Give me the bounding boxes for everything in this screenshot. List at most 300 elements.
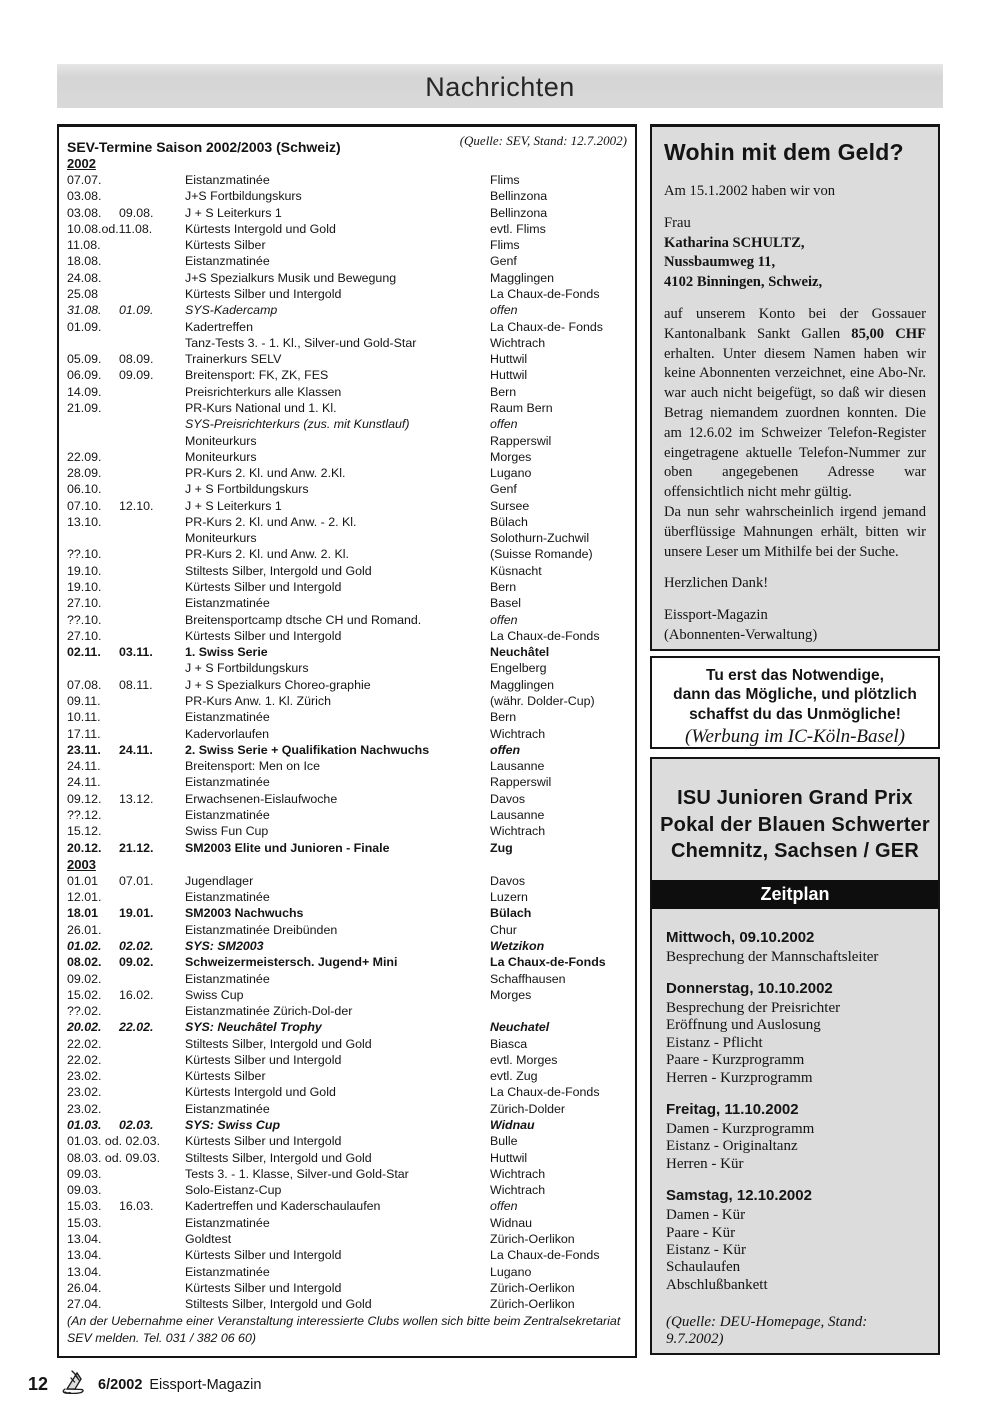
- event-location: La Chaux-de-Fonds: [490, 628, 600, 643]
- event-name: SYS: SM2003: [185, 938, 264, 953]
- event-name: Kadervorlaufen: [185, 726, 270, 741]
- date-to: [119, 1215, 185, 1231]
- event-location: (Suisse Romande): [490, 547, 593, 562]
- date-to: [119, 971, 185, 987]
- page-number: 12: [28, 1374, 49, 1394]
- event-name: Jugendlager: [185, 873, 254, 888]
- event-name: Eistanzmatinée: [185, 807, 270, 822]
- date-to: [119, 481, 185, 497]
- event-name: Kürtests Silber und Intergold: [185, 1134, 342, 1149]
- date-to: [119, 1264, 185, 1280]
- table-row: [67, 742, 627, 758]
- event-location: Lausanne: [490, 807, 545, 822]
- event-location: [490, 1003, 627, 1019]
- schedule-source: (Quelle: SEV, Stand: 12.7.2002): [459, 133, 627, 148]
- date-from: 13.04.: [67, 1248, 102, 1263]
- event-location: La Chaux-de-Fonds: [490, 1248, 600, 1263]
- date-from: 22.02.: [67, 1052, 102, 1067]
- zeitplan-day-header: Donnerstag, 10.10.2002: [666, 979, 833, 997]
- zeitplan-day: [666, 1187, 924, 1294]
- date-from: 17.11.: [67, 726, 101, 741]
- table-row: [67, 465, 627, 481]
- zeitplan-day-item: Abschlußbankett: [666, 1276, 768, 1293]
- geld-paragraph: auf unserem Konto bei der Gossauer Kantonalbank Sankt Gallen 85,00 CHF erhalten. Unter diesem Namen haben wir keine Abonnenten verzeichnet, eine Abo-Nr. war auch nicht beigefügt, so daß wir diesen Betrag niemandem zuordnen konnten. Die am 12.6.02 im Schweizer Telefon-Register eingetragene aktuelle Telefon-Nummer zur oben angegebenen Adresse war offensichtlich nicht mehr gültig.: [664, 305, 926, 501]
- date-from: 18.08.: [67, 254, 102, 269]
- date-to: [119, 416, 185, 432]
- event-location: Chur: [490, 922, 517, 937]
- isu-box: [650, 757, 940, 1355]
- geld-paragraph: Am 15.1.2002 haben wir von: [664, 183, 836, 199]
- date-to: 09.09.: [119, 368, 154, 383]
- table-row: [67, 302, 627, 318]
- geld-paragraph: Nussbaumweg 11,: [664, 254, 776, 271]
- event-name: PR-Kurs 2. Kl. und Anw. 2.Kl.: [185, 466, 346, 481]
- table-row: [67, 791, 627, 807]
- date-to: 03.11.: [119, 645, 153, 660]
- table-row: [67, 873, 627, 889]
- event-location: Bellinzona: [490, 189, 548, 204]
- date-to: [119, 221, 185, 237]
- table-row: [67, 253, 627, 269]
- date-from: 27.10.: [67, 596, 102, 611]
- event-location: evtl. Zug: [490, 1069, 538, 1084]
- event-name: SYS: Neuchâtel Trophy: [185, 1020, 322, 1035]
- date-to: [119, 237, 185, 253]
- date-from: 06.09.: [67, 368, 102, 383]
- date-to: 13.12.: [119, 791, 154, 806]
- geld-paragraph: 4102 Binningen, Schweiz,: [664, 274, 823, 291]
- event-location: Bern: [490, 384, 517, 399]
- table-row: [67, 1133, 627, 1149]
- date-from: [67, 660, 119, 676]
- date-from: 03.08.: [67, 189, 102, 204]
- table-row: [67, 546, 627, 562]
- event-location: Lausanne: [490, 759, 545, 774]
- date-to: [119, 563, 185, 579]
- event-location: Zürich-Oerlikon: [490, 1232, 575, 1246]
- table-row: [67, 1296, 627, 1312]
- event-name: Eistanzmatinée: [185, 254, 270, 269]
- event-location: evtl. Morges: [490, 1052, 558, 1067]
- event-name: Kadertreffen und Kaderschaulaufen: [185, 1199, 381, 1214]
- geld-box-title: Wohin mit dem Geld?: [664, 139, 904, 165]
- event-location: Zürich-Dolder: [490, 1101, 566, 1116]
- zeitplan-day: [666, 929, 924, 966]
- table-row: [67, 1052, 627, 1068]
- event-location: Raum Bern: [490, 400, 553, 415]
- event-name: Eistanzmatinée: [185, 775, 270, 790]
- event-name: SYS: Swiss Cup: [185, 1118, 281, 1133]
- table-row: [67, 774, 627, 790]
- geld-paragraph: Katharina SCHULTZ,: [664, 234, 805, 251]
- table-row: [67, 726, 627, 742]
- zeitplan-day-item: Paare - Kür: [666, 1224, 736, 1241]
- quote-line: Tu erst das Notwendige,: [706, 667, 884, 684]
- table-row: [67, 628, 627, 644]
- event-location: offen: [490, 612, 518, 627]
- date-to: [119, 693, 185, 709]
- table-row: [67, 1101, 627, 1117]
- date-from: 27.04.: [67, 1297, 102, 1312]
- date-to: [119, 726, 185, 742]
- date-from: 07.10.: [67, 498, 102, 513]
- event-location: offen: [490, 417, 518, 432]
- event-name: Eistanzmatinée: [185, 971, 270, 986]
- date-from: 01.03.: [67, 1118, 102, 1133]
- table-row: [67, 1198, 627, 1214]
- table-row: [67, 481, 627, 497]
- schedule-footnote: (An der Uebernahme einer Veranstaltung interessierte Clubs wollen sich bitte beim Zentralsekretariat SEV melden. Tel. 031 / 382 06 60): [67, 1314, 621, 1345]
- zeitplan-day-item: Besprechung der Mannschaftsleiter: [666, 948, 879, 965]
- table-row: [67, 530, 627, 546]
- event-name: Stiltests Silber, Intergold und Gold: [185, 1150, 372, 1165]
- date-from: 24.11.: [67, 775, 101, 790]
- event-name: Breitensport: FK, ZK, FES: [185, 368, 329, 383]
- date-from: 19.10.: [67, 580, 102, 595]
- event-name: Goldtest: [185, 1232, 232, 1246]
- event-location: Luzern: [490, 890, 528, 905]
- event-name: SYS-Kadercamp: [185, 303, 278, 318]
- event-name: 2. Swiss Serie + Qualifikation Nachwuchs: [185, 742, 430, 757]
- date-from: 02.11.: [67, 645, 101, 660]
- event-location: Rapperswil: [490, 433, 552, 448]
- magazine-name: Eissport-Magazin: [149, 1376, 262, 1393]
- date-to: [119, 433, 185, 449]
- table-row: [67, 1264, 627, 1280]
- event-name: J + S Fortbildungskurs: [185, 482, 309, 497]
- date-from: 09.03.: [67, 1183, 102, 1198]
- event-location: Bellinzona: [490, 205, 548, 220]
- table-row: [67, 1068, 627, 1084]
- event-location: Huttwil: [490, 1150, 528, 1165]
- table-row: [67, 579, 627, 595]
- event-location: La Chaux-de- Fonds: [490, 319, 603, 334]
- date-to: [119, 807, 185, 823]
- event-location: Magglingen: [490, 677, 555, 692]
- zeitplan-day-item: Eistanz - Pflicht: [666, 1034, 763, 1051]
- date-to: [119, 530, 185, 546]
- date-to: 02.03.: [119, 1118, 154, 1133]
- zeitplan-day-header: Samstag, 12.10.2002: [666, 1187, 812, 1205]
- date-from: [67, 335, 119, 351]
- table-row: [67, 758, 627, 774]
- date-to: [119, 889, 185, 905]
- date-to: 16.03.: [119, 1199, 154, 1214]
- table-row: [67, 367, 627, 383]
- table-row: [67, 563, 627, 579]
- table-row: [67, 1231, 627, 1247]
- event-location: Bülach: [490, 514, 528, 529]
- table-row: [67, 351, 627, 367]
- date-to: [119, 922, 185, 938]
- geld-paragraph: Frau: [664, 214, 691, 231]
- event-name: 1. Swiss Serie: [185, 645, 268, 660]
- event-location: Morges: [490, 449, 532, 464]
- date-to: [119, 335, 185, 351]
- event-name: Eistanzmatinée: [185, 596, 270, 611]
- table-row: [67, 840, 627, 856]
- date-to: [119, 774, 185, 790]
- date-from: 15.03.: [67, 1199, 102, 1214]
- table-row: [67, 400, 627, 416]
- event-location: Flims: [490, 238, 520, 253]
- schedule-panel-header: [67, 132, 627, 155]
- table-row: [67, 1280, 627, 1296]
- event-name: Kürtests Silber und Intergold: [185, 1052, 342, 1067]
- event-location: Morges: [490, 987, 532, 1002]
- event-name: Eistanzmatinée: [185, 710, 270, 725]
- table-row: [67, 270, 627, 286]
- event-name: Eistanzmatinée: [185, 1264, 270, 1279]
- date-to: [119, 546, 185, 562]
- event-location: Solothurn-Zuchwil: [490, 531, 590, 546]
- event-name: J + S Leiterkurs 1: [185, 498, 282, 513]
- event-name: Tests 3. - 1. Klasse, Silver-und Gold-Star: [185, 1166, 409, 1181]
- event-name: J + S Spezialkurs Choreo-graphie: [185, 677, 371, 692]
- event-name: Swiss Fun Cup: [185, 824, 269, 839]
- date-from: ??.02.: [67, 1004, 102, 1019]
- date-to: 24.11.: [119, 742, 153, 757]
- event-location: Biasca: [490, 1036, 528, 1051]
- isu-title-line: ISU Junioren Grand Prix: [677, 787, 913, 809]
- event-location: Lugano: [490, 466, 532, 481]
- table-row: [67, 807, 627, 823]
- table-row: [67, 1117, 627, 1133]
- date-from: 09.12.: [67, 791, 102, 806]
- date-to: [119, 1068, 185, 1084]
- table-row: [67, 954, 627, 970]
- date-from: 28.09.: [67, 466, 102, 481]
- table-row: [67, 221, 627, 237]
- date-from: 08.02.: [67, 955, 102, 970]
- event-name: Breitensportcamp dtsche CH und Romand.: [185, 612, 422, 627]
- issue-number: 6/2002: [98, 1376, 143, 1393]
- date-to: [119, 270, 185, 286]
- event-name: Stiltests Silber, Intergold und Gold: [185, 563, 372, 578]
- date-to: [119, 319, 185, 335]
- date-from: 05.09.: [67, 352, 102, 367]
- schedule-table: [67, 155, 627, 1312]
- date-to: [119, 595, 185, 611]
- table-row: [67, 205, 627, 221]
- date-to: [119, 188, 185, 204]
- date-from: 22.02.: [67, 1036, 102, 1051]
- zeitplan-day: [666, 1101, 924, 1173]
- event-name: PR-Kurs 2. Kl. und Anw. - 2. Kl.: [185, 514, 357, 529]
- date-from: 12.01.: [67, 890, 102, 905]
- skate-logo-icon: [60, 1368, 92, 1401]
- table-row: [67, 938, 627, 954]
- geld-paragraph: [664, 562, 926, 574]
- event-location: La Chaux-de-Fonds: [490, 955, 606, 970]
- event-name: Trainerkurs SELV: [185, 352, 282, 367]
- date-from: 13.04.: [67, 1232, 102, 1246]
- event-name: Kürtests Intergold und Gold: [185, 221, 336, 236]
- isu-source: (Quelle: DEU-Homepage, Stand: 9.7.2002): [666, 1314, 868, 1348]
- event-name: Kürtests Silber: [185, 1069, 266, 1084]
- event-location: Flims: [490, 173, 520, 187]
- event-name: Kürtests Silber und Intergold: [185, 286, 342, 301]
- isu-title-line: Chemnitz, Sachsen / GER: [671, 840, 919, 862]
- event-location: Widnau: [490, 1215, 533, 1230]
- date-to: 22.02.: [119, 1020, 154, 1035]
- date-from: 08.03. od. 09.03.: [67, 1150, 161, 1165]
- table-row: [67, 384, 627, 400]
- event-name: Eistanzmatinée: [185, 1215, 270, 1230]
- date-from: 07.07.: [67, 173, 102, 187]
- table-row: [67, 709, 627, 725]
- table-row: [67, 237, 627, 253]
- event-location: offen: [490, 742, 521, 757]
- date-from: 11.08.: [67, 238, 101, 253]
- table-row: [67, 1019, 627, 1035]
- table-row: [67, 905, 627, 921]
- date-to: [119, 1036, 185, 1052]
- date-to: 08.11.: [119, 677, 153, 692]
- date-to: [119, 286, 185, 302]
- event-location: Küsnacht: [490, 563, 542, 578]
- event-name: Eistanzmatinée: [185, 173, 270, 187]
- event-location: Davos: [490, 791, 526, 806]
- event-location: Schaffhausen: [490, 971, 566, 986]
- table-row: [67, 823, 627, 839]
- date-to: [119, 514, 185, 530]
- event-location: Bern: [490, 710, 517, 725]
- date-from: ??.10.: [67, 612, 102, 627]
- date-to: [119, 1182, 185, 1198]
- event-name: Schweizermeistersch. Jugend+ Mini: [185, 955, 398, 970]
- event-location: Magglingen: [490, 270, 555, 285]
- geld-paragraph: [664, 202, 926, 214]
- band-title: Nachrichten: [425, 72, 575, 102]
- geld-paragraph: Eissport-Magazin: [664, 607, 768, 624]
- schedule-year-header: 2003: [67, 856, 96, 872]
- geld-box: [650, 124, 940, 651]
- date-to: [119, 384, 185, 400]
- event-name: PR-Kurs Anw. 1. Kl. Zürich: [185, 694, 331, 708]
- isu-box-title: [652, 759, 938, 865]
- schedule-year-header: 2002: [67, 156, 96, 171]
- isu-title-line: Pokal der Blauen Schwerter: [660, 813, 930, 836]
- event-location: La Chaux-de-Fonds: [490, 1085, 600, 1100]
- date-to: 08.09.: [119, 352, 154, 367]
- date-from: ??.10.: [67, 547, 102, 562]
- zeitplan-day-header: Freitag, 11.10.2002: [666, 1100, 799, 1118]
- event-location: Wichtrach: [490, 1183, 546, 1198]
- table-row: [67, 889, 627, 905]
- event-name: Moniteurkurs: [185, 531, 257, 546]
- date-from: 07.08.: [67, 677, 102, 692]
- date-from: 01.09.: [67, 319, 102, 334]
- date-from: 22.09.: [67, 449, 102, 464]
- table-row: [67, 1036, 627, 1052]
- event-location: Neuchâtel: [490, 645, 550, 660]
- event-location: Wichtrach: [490, 726, 546, 741]
- date-to: [119, 172, 185, 188]
- zeitplan-day-item: Besprechung der Preisrichter: [666, 999, 841, 1016]
- event-location: Davos: [490, 873, 526, 888]
- event-name: Swiss Cup: [185, 987, 244, 1002]
- date-to: 09.08.: [119, 205, 154, 220]
- event-name: Eistanzmatinée: [185, 1101, 270, 1116]
- date-from: 01.03. od. 02.03.: [67, 1134, 161, 1149]
- date-to: [119, 758, 185, 774]
- event-location: Lugano: [490, 1264, 532, 1279]
- date-from: 10.08.od.11.08.: [67, 221, 153, 236]
- quote-lines: [652, 666, 938, 724]
- event-location: (währ. Dolder-Cup): [490, 694, 595, 708]
- date-from: 23.02.: [67, 1069, 102, 1084]
- event-name: Eistanzmatinée Dreibünden: [185, 922, 338, 937]
- table-row: [67, 319, 627, 335]
- table-row: [67, 922, 627, 938]
- zeitplan-day-item: Damen - Kurzprogramm: [666, 1120, 815, 1137]
- date-from: 09.03.: [67, 1166, 102, 1181]
- table-row: [67, 1150, 627, 1166]
- table-row: [67, 433, 627, 449]
- date-from: 10.11.: [67, 710, 101, 725]
- table-row: [67, 1166, 627, 1182]
- geld-box-body: [664, 182, 926, 646]
- zeitplan-day-header: Mittwoch, 09.10.2002: [666, 928, 815, 946]
- date-from: 23.02.: [67, 1101, 102, 1116]
- date-from: 14.09.: [67, 384, 102, 399]
- event-name: Kürtests Silber und Intergold: [185, 1248, 342, 1263]
- event-name: Kürtests Silber und Intergold: [185, 580, 342, 595]
- event-location: Bulle: [490, 1134, 518, 1149]
- table-row: [67, 987, 627, 1003]
- geld-paragraph: (Abonnenten-Verwaltung): [664, 626, 818, 643]
- event-location: Basel: [490, 596, 521, 611]
- date-from: 24.08.: [67, 270, 102, 285]
- event-location: Huttwil: [490, 368, 528, 383]
- event-location: Huttwil: [490, 352, 528, 367]
- date-from: 06.10.: [67, 482, 102, 497]
- date-from: 09.02.: [67, 971, 102, 986]
- date-to: [119, 1003, 185, 1019]
- zeitplan-day-item: Eistanz - Originaltanz: [666, 1138, 798, 1155]
- date-from: 15.12.: [67, 824, 102, 839]
- date-to: [119, 709, 185, 725]
- date-to: [119, 253, 185, 269]
- event-location: Sursee: [490, 498, 530, 513]
- date-from: 27.10.: [67, 628, 102, 643]
- date-from: 25.08: [67, 286, 99, 301]
- date-from: 03.08.: [67, 205, 102, 220]
- table-row: [67, 1003, 627, 1019]
- table-row: [67, 1247, 627, 1263]
- table-row: [67, 612, 627, 628]
- event-location: Wichtrach: [490, 824, 546, 839]
- event-location: Engelberg: [490, 661, 547, 676]
- zeitplan-bar: Zeitplan: [652, 880, 938, 909]
- date-from: 09.11.: [67, 694, 101, 708]
- date-to: [119, 1084, 185, 1100]
- table-row: [67, 693, 627, 709]
- table-row: [67, 172, 627, 188]
- event-name: Stiltests Silber, Intergold und Gold: [185, 1036, 372, 1051]
- geld-paragraph: Herzlichen Dank!: [664, 575, 769, 592]
- date-from: 19.10.: [67, 563, 102, 578]
- event-name: J + S Fortbildungskurs: [185, 661, 309, 676]
- event-name: Solo-Eistanz-Cup: [185, 1183, 282, 1198]
- date-from: 23.11.: [67, 742, 101, 757]
- event-location: offen: [490, 1199, 518, 1214]
- date-to: [119, 1231, 185, 1247]
- table-row: [67, 1215, 627, 1231]
- table-row: [67, 971, 627, 987]
- event-name: SM2003 Nachwuchs: [185, 906, 304, 921]
